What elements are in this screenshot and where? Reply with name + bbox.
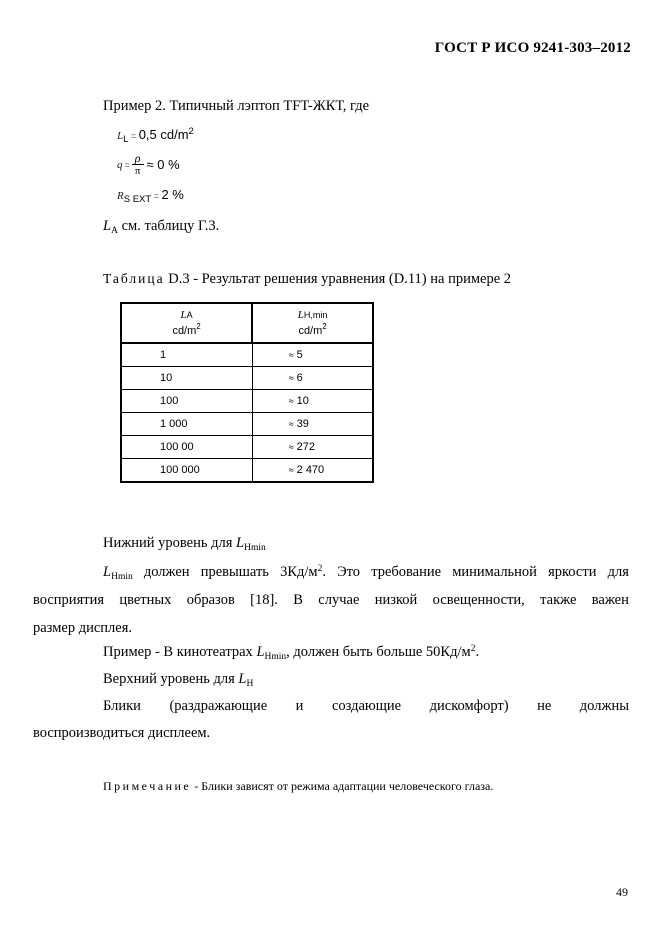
- formula-symbol: L: [117, 130, 124, 142]
- subscript: Hmin: [264, 652, 287, 662]
- word: превышать: [200, 564, 269, 580]
- document-code-header: ГОСТ Р ИСО 9241-303–2012: [434, 40, 631, 56]
- formula-symbol: q: [117, 158, 123, 171]
- subscript: A: [111, 226, 118, 236]
- word: В: [293, 592, 303, 608]
- word: восприятия: [33, 592, 104, 608]
- fraction-numerator: ρ: [132, 152, 144, 165]
- word: дискомфорт): [429, 698, 509, 714]
- column-header-la: [121, 303, 252, 343]
- word: [18].: [250, 592, 278, 608]
- formula-relation: =: [128, 131, 139, 141]
- formula-value: 0,5 cd/m: [138, 127, 189, 142]
- header-subscript: H,min: [303, 310, 328, 320]
- table-row: [121, 413, 373, 436]
- cell-value: 2 470: [296, 464, 325, 476]
- approx-sign: ≈: [288, 350, 294, 360]
- word: важен: [591, 592, 629, 608]
- word: также: [540, 592, 577, 608]
- word: минимальной: [452, 564, 537, 580]
- formula-subscript: S EXT: [123, 194, 152, 205]
- subscript: H: [246, 679, 254, 689]
- cell-lhmin: [252, 390, 373, 413]
- cell-value: 39: [296, 418, 309, 430]
- period: .: [475, 644, 480, 660]
- word: создающие: [331, 698, 402, 714]
- cell-la: 100: [121, 390, 252, 413]
- cell-lhmin: [252, 367, 373, 390]
- word: должен: [143, 564, 190, 580]
- table-row: [121, 367, 373, 390]
- cell-la: 100 00: [121, 436, 252, 459]
- word: для: [607, 564, 629, 580]
- lower-level-heading: [103, 535, 266, 553]
- word: яркости: [548, 564, 597, 580]
- cell-value: 5: [296, 349, 303, 361]
- symbol-l: L: [236, 535, 245, 551]
- approx-sign: ≈: [288, 442, 294, 452]
- symbol-l: L: [103, 218, 112, 234]
- subscript: Hmin: [244, 543, 266, 553]
- cell-lhmin: [252, 459, 373, 483]
- word: освещенности,: [432, 592, 525, 608]
- header-exponent: 2: [322, 322, 327, 331]
- example-text: Пример - В кинотеатрах: [103, 644, 257, 660]
- header-exponent: 2: [196, 322, 201, 331]
- header-symbol: L: [297, 309, 304, 321]
- word: Блики: [103, 698, 141, 714]
- word: 3Кд/м: [280, 564, 318, 580]
- cell-la: 10: [121, 367, 252, 390]
- note: [103, 777, 493, 795]
- table-row: [121, 390, 373, 413]
- table-caption-label: Таблица: [103, 271, 165, 286]
- lower-paragraph-line-3: размер дисплея.: [33, 620, 132, 636]
- cell-la: 1 000: [121, 413, 252, 436]
- formula-q: [117, 152, 180, 177]
- lower-paragraph-line-2: [33, 592, 629, 609]
- example-text: , должен быть больше 50Кд/м: [286, 644, 471, 660]
- formula-exponent: 2: [188, 126, 194, 137]
- reference-text: см. таблицу Г.3.: [117, 218, 220, 234]
- page-number: 49: [616, 885, 628, 899]
- word: не: [537, 698, 552, 714]
- approx-sign: ≈: [288, 396, 294, 406]
- formula-symbol: R: [117, 190, 124, 202]
- formula-luminance: [117, 126, 194, 145]
- table-row: [121, 343, 373, 367]
- exponent: 2: [317, 564, 323, 574]
- word: Это: [337, 564, 361, 580]
- upper-level-heading: [103, 671, 253, 689]
- header-unit: cd/m: [172, 325, 197, 337]
- formula-relation: =: [124, 159, 130, 170]
- cell-value: 272: [296, 441, 315, 453]
- example-title: Пример 2. Типичный лэптоп TFT-ЖКТ, где: [103, 98, 370, 114]
- cinema-example: [103, 644, 479, 662]
- heading-text: Нижний уровень для: [103, 535, 237, 551]
- note-label: Примечание: [103, 779, 192, 793]
- cell-value: 6: [296, 372, 303, 384]
- approx-sign: ≈: [288, 373, 294, 383]
- heading-text: Верхний уровень для: [103, 671, 239, 687]
- word: и: [295, 698, 304, 714]
- formula-value: ≈ 0 %: [146, 157, 180, 172]
- word: случае: [318, 592, 360, 608]
- note-text: - Блики зависят от режима адаптации человеческого глаза.: [191, 779, 494, 793]
- symbol-l: L: [256, 644, 265, 660]
- table-header-row: [121, 303, 373, 343]
- column-header-lhmin: [252, 303, 373, 343]
- word: образов: [186, 592, 235, 608]
- word-with-exponent: $3Кд/м^2$.: [280, 564, 326, 580]
- la-table-reference: [103, 218, 219, 236]
- fraction-denominator: π: [134, 165, 141, 177]
- symbol-l: L: [103, 564, 112, 580]
- cell-lhmin: [252, 436, 373, 459]
- table-caption: [103, 271, 511, 288]
- fraction: [132, 152, 144, 177]
- table-row: [121, 459, 373, 483]
- upper-paragraph-line-1: [103, 698, 629, 715]
- cell-la: 1: [121, 343, 252, 367]
- word: требование: [371, 564, 442, 580]
- word: должны: [579, 698, 629, 714]
- cell-lhmin: [252, 343, 373, 367]
- word: цветных: [119, 592, 172, 608]
- subscript: Hmin: [111, 572, 133, 582]
- header-unit: cd/m: [298, 325, 323, 337]
- cell-la: 100 000: [121, 459, 252, 483]
- results-table: [120, 302, 374, 483]
- table-caption-text: D.3 - Результат решения уравнения (D.11) на примере 2: [164, 271, 512, 287]
- approx-sign: ≈: [288, 419, 294, 429]
- lower-paragraph-line-1: [103, 564, 629, 582]
- symbol-lhmin: [103, 564, 133, 582]
- formula-reflectance: [117, 187, 184, 205]
- formula-relation: =: [151, 191, 162, 201]
- header-symbol: L: [180, 309, 187, 321]
- cell-value: 10: [296, 395, 309, 407]
- formula-value: 2 %: [161, 187, 184, 202]
- approx-sign: ≈: [288, 465, 294, 475]
- cell-lhmin: [252, 413, 373, 436]
- word: (раздражающие: [169, 698, 268, 714]
- upper-paragraph-line-2: воспроизводиться дисплеем.: [33, 725, 211, 741]
- word: низкой: [374, 592, 418, 608]
- symbol-l: L: [238, 671, 247, 687]
- header-subscript: A: [186, 310, 193, 320]
- exponent: 2: [470, 644, 476, 654]
- table-row: [121, 436, 373, 459]
- formula-subscript: L: [123, 134, 129, 145]
